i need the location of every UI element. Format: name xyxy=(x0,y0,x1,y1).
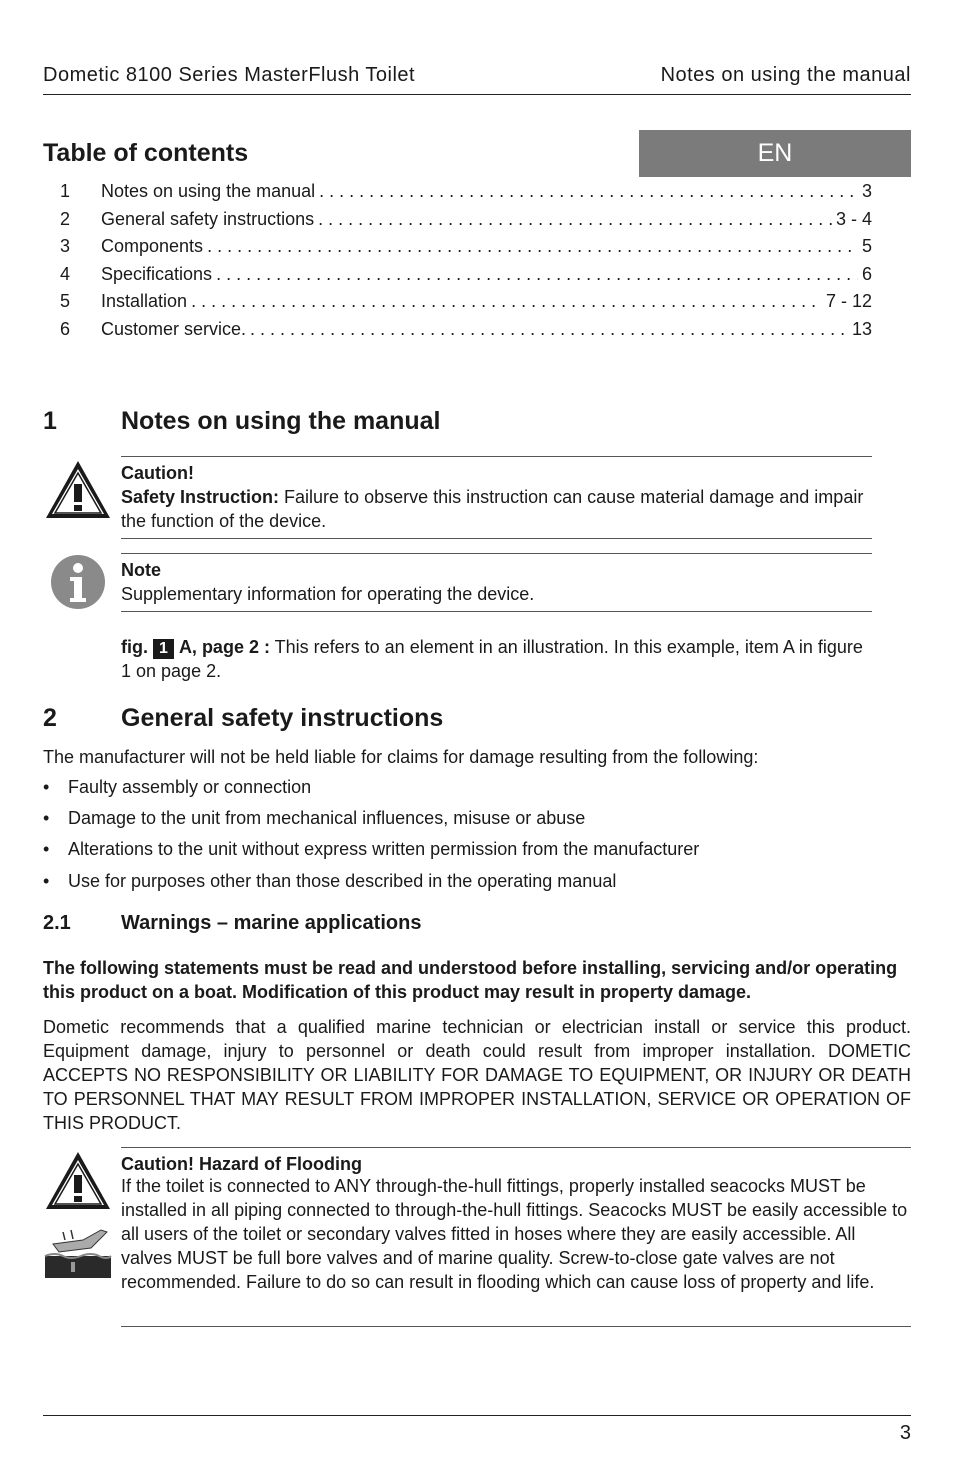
toc-entry-number: 6 xyxy=(60,318,71,339)
caution-bottom-rule xyxy=(121,538,872,539)
list-item-text: Use for purposes other than those described in the operating manual xyxy=(68,871,617,891)
list-item xyxy=(43,808,911,832)
liability-intro: The manufacturer will not be held liable for claims for damage resulting from the following: xyxy=(43,747,759,767)
flood-caution-title: Caution! Hazard of Flooding xyxy=(121,1154,362,1174)
toc-entry[interactable] xyxy=(43,209,872,237)
caution-body: Failure to observe this instruction can cause material damage and impair the function of the device. xyxy=(121,487,864,531)
caution-lead: Safety Instruction: xyxy=(121,487,280,507)
toc-entry-label: General safety instructions xyxy=(101,208,315,229)
page-number: 3 xyxy=(899,1422,911,1444)
toc-entry-number: 1 xyxy=(60,181,71,201)
marine-warning-text: Dometic recommends that a qualified marine technician or electrician install or service this product. Equipment damage, injury to personnel or death could result from improper installation. DOMETIC ACCEPTS NO RESPONSIBILITY OR LIABILITY FOR DAMAGE TO EQUIPMENT, OR INJURY OR DEATH TO PERSONNEL THAT MAY RESULT FROM IMPROPER INSTALLATION, SERVICE OR OPERATION OF THIS PRODUCT. xyxy=(43,1017,911,1133)
flood-caution-text: If the toilet is connected to ANY through-the-hull fittings, properly installed seacocks MUST be installed in all piping connected to through-the-hull fittings. Seacocks MUST be easily accessible to all users of the toilet or secondary valves fitted in hoses where they are easily accessible. All valves MUST be full bore valves and of marine quality. Screw-to-close gate valves are not recommended. Failure to do so can result in flooding which can cause loss of property and life. xyxy=(121,1176,908,1292)
bullet-icon: • xyxy=(43,777,50,797)
section-2-heading xyxy=(43,704,843,736)
toc-entry-number: 2 xyxy=(60,208,71,229)
toc-entry-page: 3 - 4 xyxy=(835,208,872,229)
fig-ref: A, page 2 : xyxy=(178,637,270,657)
list-item-text: Damage to the unit from mechanical influences, misuse or abuse xyxy=(68,808,586,828)
section-title: Notes on using the manual xyxy=(121,407,441,435)
note-bottom-rule xyxy=(121,611,872,612)
marine-warning-bold: The following statements must be read and understood before installing, servicing and/or operating this product on a boat. Modification of this product may result in property damage. xyxy=(43,958,898,1002)
running-header-title: Dometic 8100 Series MasterFlush Toilet xyxy=(43,64,416,86)
list-item xyxy=(43,839,911,863)
warning-triangle-icon xyxy=(43,1149,113,1213)
toc-entry-number: 3 xyxy=(60,236,71,257)
toc-entry[interactable] xyxy=(43,236,872,264)
info-icon xyxy=(50,554,106,610)
flooding-hazard-icon xyxy=(43,1226,113,1280)
toc-entry-label: Specifications xyxy=(101,263,213,284)
section-number: 2 xyxy=(43,704,57,732)
toc-leader-dots xyxy=(207,236,858,257)
header-divider xyxy=(43,94,911,95)
toc-entry-page: 3 xyxy=(861,181,872,201)
note-title: Note xyxy=(121,560,161,580)
flood-top-rule xyxy=(121,1147,911,1148)
caution-top-rule xyxy=(121,456,872,457)
list-item xyxy=(43,871,911,895)
toc-entry-label: Installation xyxy=(101,291,188,312)
toc-entry-page: 5 xyxy=(861,236,872,257)
section-1-heading xyxy=(43,407,843,439)
toc-entry-page: 6 xyxy=(861,263,872,284)
toc-leader-dots xyxy=(318,209,832,230)
toc-entry-label: Notes on using the manual xyxy=(101,181,316,201)
caution-text xyxy=(121,485,872,533)
subsection-number: 2.1 xyxy=(43,912,71,934)
toc-entry[interactable] xyxy=(43,319,872,347)
toc-entry-number: 5 xyxy=(60,291,71,312)
toc-leader-dots xyxy=(216,264,858,285)
toc-entry[interactable] xyxy=(43,264,872,292)
toc-leader-dots xyxy=(250,319,848,340)
warning-triangle-icon xyxy=(43,458,113,522)
figure-reference-explanation xyxy=(121,635,872,683)
subsection-2-1-heading xyxy=(43,912,843,938)
toc-entry-page: 7 - 12 xyxy=(825,291,872,312)
list-item xyxy=(43,777,911,801)
note-text: Supplementary information for operating the device. xyxy=(121,584,535,604)
fig-text: This refers to an element in an illustration. In this example, item A in figure 1 on page 2. xyxy=(121,637,863,681)
bullet-icon: • xyxy=(43,808,50,828)
section-number: 1 xyxy=(43,407,57,435)
bullet-icon: • xyxy=(43,871,50,891)
toc-entry-page: 13 xyxy=(851,318,872,339)
running-header-section: Notes on using the manual xyxy=(660,64,911,86)
toc-list xyxy=(43,181,872,347)
footer-divider xyxy=(43,1415,911,1416)
fig-prefix: fig. xyxy=(121,637,148,657)
toc-leader-dots xyxy=(191,291,822,312)
toc-title: Table of contents xyxy=(43,139,249,167)
list-item-text: Faulty assembly or connection xyxy=(68,777,312,797)
toc-entry-number: 4 xyxy=(60,263,71,284)
figure-number-box: 1 xyxy=(153,639,174,659)
toc-entry[interactable] xyxy=(43,291,872,319)
toc-entry[interactable] xyxy=(43,181,872,209)
toc-leader-dots xyxy=(319,181,858,202)
subsection-title: Warnings – marine applications xyxy=(121,912,422,934)
flood-bottom-rule xyxy=(121,1326,911,1327)
note-top-rule xyxy=(121,553,872,554)
toc-entry-label: Customer service. xyxy=(101,318,247,339)
bullet-icon: • xyxy=(43,839,50,859)
section-title: General safety instructions xyxy=(121,704,444,732)
toc-entry-label: Components xyxy=(101,236,204,257)
language-badge: EN xyxy=(639,130,911,177)
list-item-text: Alterations to the unit without express written permission from the manufacturer xyxy=(68,839,700,859)
caution-title: Caution! xyxy=(121,463,194,483)
